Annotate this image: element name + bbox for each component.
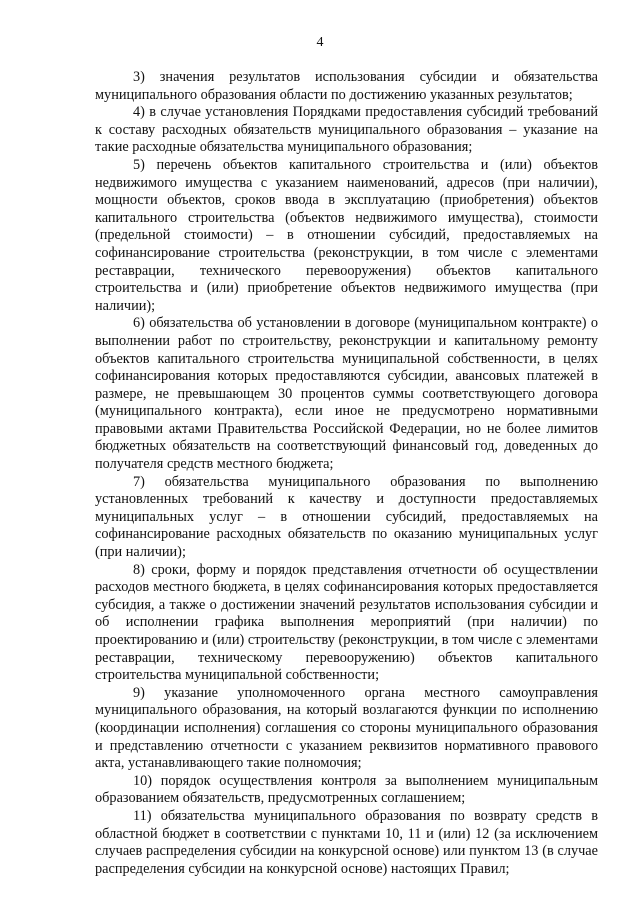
paragraph-item-3: 3) значения результатов использования субсидии и обязательства муниципального образования области по достижению указанных результатов; xyxy=(95,69,598,103)
paragraph-item-7: 7) обязательства муниципального образования по выполнению установленных требований к качеству и доступности предоставляемых муниципальных услуг – в отношении субсидий, предоставляемых на софинансирование расходных обязательств по оказанию муниципальных услуг (при наличии); xyxy=(95,473,598,561)
paragraph-item-4: 4) в случае установления Порядками предоставления субсидий требований к составу расходных обязательств муниципального образования – указание на такие расходные обязательства муниципального образования; xyxy=(95,104,598,156)
paragraph-item-8: 8) сроки, форму и порядок представления отчетности об осуществлении расходов местного бюджета, в целях софинансирования которых предоставляется субсидия, а также о достижении значений результатов использования субсидии и об исполнении графика выполнения мероприятий (при наличии) по проектированию и (или) строительству (реконструкции, в том числе с элементами реставрации, техническому перевооружению) объектов капитального строительства муниципальной собственности; xyxy=(95,561,598,684)
paragraph-item-5: 5) перечень объектов капитального строительства и (или) объектов недвижимого имущества с указанием наименований, адресов (при наличии), мощности объектов, сроков ввода в эксплуатацию (приобретения) объектов капитального строительства (объектов недвижимого имущества), стоимости (предельной стоимости) – в отношении субсидий, предоставляемых на софинансирование строительства (реконструкции, в том числе с элементами реставрации, технического перевооружения) объектов капитального строительства и (или) приобретение объектов недвижимого имущества (при наличии); xyxy=(95,156,598,314)
document-body xyxy=(95,69,598,878)
paragraph-item-6: 6) обязательства об установлении в договоре (муниципальном контракте) о выполнении работ по строительству, реконструкции и капитальному ремонту объектов капитального строительства муниципальной собственности, в целях софинансирования которых предоставляются субсидии, авансовых платежей в размере, не превышающем 30 процентов суммы соответствующего договора (муниципального контракта), если иное не предусмотрено нормативными правовыми актами Правительства Российской Федерации, но не более лимитов бюджетных обязательств на соответствующий финансовый год, доведенных до получателя средств местного бюджета; xyxy=(95,315,598,473)
page-number: 4 xyxy=(316,35,324,50)
paragraph-item-9: 9) указание уполномоченного органа местного самоуправления муниципального образования, на который возлагаются функции по исполнению (координации исполнения) соглашения со стороны муниципального образования и представлению отчетности с указанием реквизитов нормативного правового акта, устанавливающего такие полномочия; xyxy=(95,684,598,772)
paragraph-item-11: 11) обязательства муниципального образования по возврату средств в областной бюджет в соответствии с пунктами 10, 11 и (или) 12 (за исключением случаев распределения субсидии на конкурсной основе) или пунктом 13 (в случае распределения субсидии на конкурсной основе) настоящих Правил; xyxy=(95,807,598,877)
paragraph-item-10: 10) порядок осуществления контроля за выполнением муниципальным образованием обязательств, предусмотренных соглашением; xyxy=(95,772,598,807)
